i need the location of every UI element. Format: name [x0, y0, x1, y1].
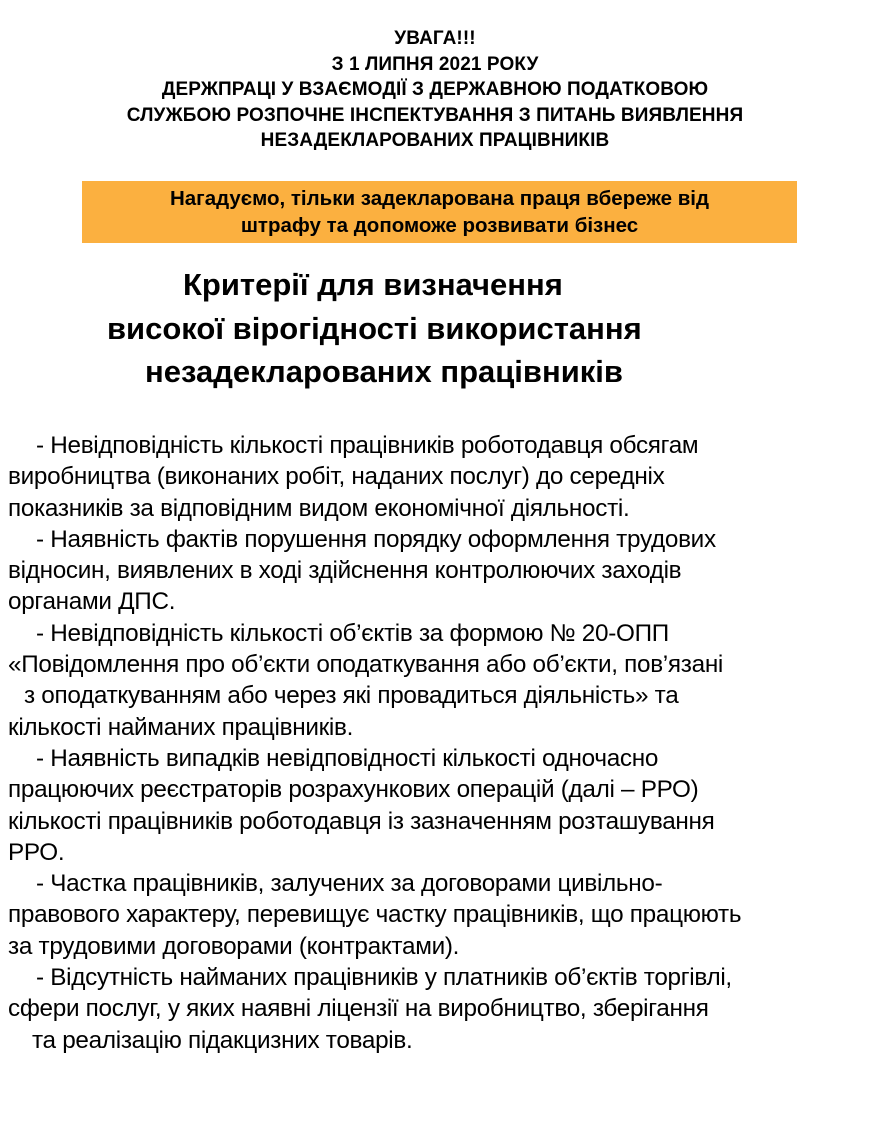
criterion-3-line-4: кількості найманих працівників.: [8, 713, 354, 741]
heading-line-3: незадекларованих працівників: [145, 354, 623, 389]
criterion-2-line-3: органами ДПС.: [8, 588, 176, 616]
criteria-list: [8, 430, 870, 1056]
criterion-5-line-3: за трудовими договорами (контрактами).: [8, 932, 460, 960]
criterion-3-line-3: з оподаткуванням або через які провадиться діяльність» та: [24, 682, 679, 710]
banner-line-1: Нагадуємо, тільки задекларована праця вбереже від: [169, 187, 710, 210]
heading-line-1: Критерії для визначення: [183, 267, 563, 302]
criterion-1-line-1: - Невідповідність кількості працівників роботодавця обсягам: [36, 432, 699, 459]
criterion-1-line-2: виробництва (виконаних робіт, наданих послуг) до середніх: [8, 463, 665, 491]
notice-line-3: ДЕРЖПРАЦІ У ВЗАЄМОДІЇ З ДЕРЖАВНОЮ ПОДАТКОВОЮ: [161, 79, 709, 100]
criterion-6-line-1: - Відсутність найманих працівників у платників об’єктів торгівлі,: [36, 964, 732, 992]
criterion-5-line-1: - Частка працівників, залучених за договорами цивільно-: [36, 870, 663, 898]
criterion-3-line-1: - Невідповідність кількості об’єктів за формою № 20-ОПП: [36, 619, 669, 647]
criterion-6-line-2: сфери послуг, у яких наявні ліцензії на виробництво, зберігання: [8, 995, 709, 1023]
notice-date: З 1 ЛИПНЯ 2021 РОКУ: [331, 53, 539, 75]
criterion-2-line-2: відносин, виявлених в ході здійснення контролюючих заходів: [8, 557, 682, 585]
notice-line-5: НЕЗАДЕКЛАРОВАНИХ ПРАЦІВНИКІВ: [260, 130, 610, 151]
criterion-6-line-3: та реалізацію підакцизних товарів.: [32, 1026, 413, 1054]
reminder-banner: [82, 181, 797, 243]
criterion-2-line-1: - Наявність фактів порушення порядку оформлення трудових: [36, 525, 716, 553]
notice-header: [0, 26, 870, 154]
criterion-4-line-4: РРО.: [8, 838, 65, 866]
criterion-4-line-1: - Наявність випадків невідповідності кількості одночасно: [36, 744, 659, 772]
notice-line-4: СЛУЖБОЮ РОЗПОЧНЕ ІНСПЕКТУВАННЯ З ПИТАНЬ ВИЯВЛЕННЯ: [126, 104, 744, 126]
banner-line-2: штрафу та допоможе розвивати бізнес: [240, 214, 639, 237]
criterion-4-line-2: працюючих реєстраторів розрахункових операцій (далі – РРО): [8, 776, 699, 804]
criterion-4-line-3: кількості працівників роботодавця із зазначенням розташування: [8, 807, 715, 835]
criterion-3-line-2: «Повідомлення про об’єкти оподаткування або об’єкти, пов’язані: [8, 651, 724, 679]
criteria-heading: [0, 263, 870, 394]
heading-line-2: високої вірогідності використання: [107, 310, 642, 346]
criterion-5-line-2: правового характеру, перевищує частку працівників, що працюють: [8, 901, 742, 929]
criterion-1-line-3: показників за відповідним видом економічної діяльності.: [8, 494, 630, 522]
notice-attention: УВАГА!!!: [394, 28, 476, 49]
